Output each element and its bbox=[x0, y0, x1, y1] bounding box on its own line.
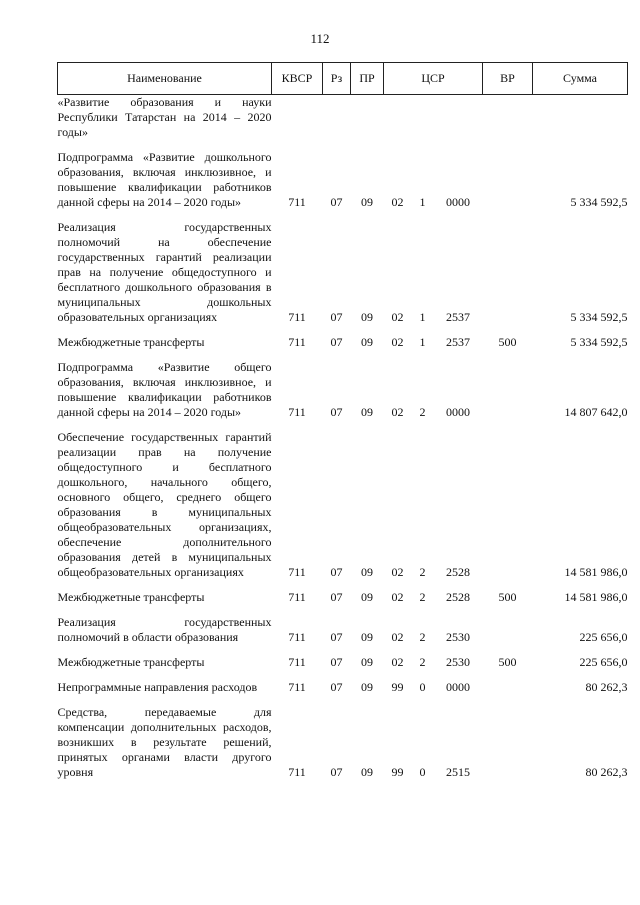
cell-kvsr: 711 bbox=[288, 765, 306, 779]
cell-kvsr: 711 bbox=[288, 405, 306, 419]
cell-csr1: 99 bbox=[391, 765, 404, 779]
cell-name: Межбюджетные трансферты bbox=[57, 655, 205, 669]
cell-vr bbox=[483, 145, 533, 215]
header-vr: ВР bbox=[483, 63, 533, 95]
cell-rz: 07 bbox=[330, 195, 343, 209]
table-row bbox=[58, 675, 628, 700]
budget-table bbox=[57, 62, 628, 780]
table-row bbox=[58, 215, 628, 330]
cell-name: Средства, передаваемые для компенсации дополнительных расходов, возникших в результате решений, принятых органами власти другого уровня bbox=[57, 705, 272, 779]
cell-name: Межбюджетные трансферты bbox=[57, 590, 205, 604]
cell-csr2: 1 bbox=[419, 310, 426, 324]
cell-vr: 500 bbox=[498, 655, 517, 669]
cell-csr2 bbox=[412, 95, 434, 146]
cell-sum: 225 656,0 bbox=[579, 630, 628, 644]
cell-rz: 07 bbox=[330, 590, 343, 604]
cell-csr2: 0 bbox=[419, 765, 426, 779]
cell-sum: 5 334 592,5 bbox=[570, 195, 628, 209]
cell-sum: 14 581 986,0 bbox=[564, 590, 628, 604]
header-csr: ЦСР bbox=[384, 63, 483, 95]
cell-vr bbox=[483, 355, 533, 425]
cell-csr2: 2 bbox=[419, 565, 426, 579]
cell-csr2: 0 bbox=[419, 680, 426, 694]
cell-sum bbox=[533, 95, 628, 146]
cell-pr: 09 bbox=[361, 680, 373, 694]
cell-pr: 09 bbox=[361, 590, 373, 604]
cell-name: «Развитие образования и науки Республики Татарстан на 2014 – 2020 годы» bbox=[57, 95, 272, 139]
cell-name: Межбюджетные трансферты bbox=[57, 335, 205, 349]
cell-kvsr: 711 bbox=[288, 680, 306, 694]
cell-pr: 09 bbox=[361, 565, 373, 579]
cell-name: Непрограммные направления расходов bbox=[57, 680, 258, 694]
cell-rz: 07 bbox=[330, 405, 343, 419]
cell-csr3: 2537 bbox=[446, 310, 470, 324]
cell-pr: 09 bbox=[361, 335, 373, 349]
cell-csr3: 2528 bbox=[446, 590, 470, 604]
cell-pr: 09 bbox=[361, 630, 373, 644]
cell-name: Подпрограмма «Развитие общего образования, включая инклюзивное, и повышение квалификации работников данной сферы на 2014 – 2020 годы» bbox=[57, 360, 272, 419]
cell-name: Реализация государственных полномочий на обеспечение государственных гарантий реализации прав на получение общедоступного и бесплатного дошкольного образования в муниципальных дошкольных образовательных организациях bbox=[57, 220, 272, 324]
cell-vr bbox=[483, 215, 533, 330]
cell-name: Обеспечение государственных гарантий реализации прав на получение общедоступного и бесплатного дошкольного, начального общего, основного общего, среднего общего образования в муниципальных общеобразовательных организациях, обеспечение дополнительного образования детей в муниципальных общеобразовательных организациях bbox=[57, 430, 272, 579]
cell-csr3: 2530 bbox=[446, 630, 470, 644]
cell-vr: 500 bbox=[498, 590, 517, 604]
cell-csr2: 2 bbox=[419, 655, 426, 669]
cell-sum: 80 262,3 bbox=[585, 680, 628, 694]
cell-csr3: 2528 bbox=[446, 565, 470, 579]
table-row bbox=[58, 330, 628, 355]
cell-rz: 07 bbox=[330, 565, 343, 579]
cell-csr3: 0000 bbox=[446, 195, 470, 209]
cell-rz: 07 bbox=[330, 310, 343, 324]
table-row bbox=[58, 650, 628, 675]
cell-csr1 bbox=[384, 95, 412, 146]
cell-csr1: 02 bbox=[391, 335, 404, 349]
cell-rz: 07 bbox=[330, 335, 343, 349]
cell-kvsr: 711 bbox=[288, 565, 306, 579]
cell-csr3: 0000 bbox=[446, 405, 470, 419]
cell-kvsr: 711 bbox=[288, 335, 306, 349]
table-row bbox=[58, 425, 628, 585]
cell-csr2: 2 bbox=[419, 590, 426, 604]
cell-rz: 07 bbox=[330, 655, 343, 669]
cell-csr1: 02 bbox=[391, 195, 404, 209]
cell-pr: 09 bbox=[361, 765, 373, 779]
cell-csr1: 02 bbox=[391, 590, 404, 604]
cell-kvsr: 711 bbox=[288, 310, 306, 324]
cell-csr3: 0000 bbox=[446, 680, 470, 694]
cell-csr2: 2 bbox=[419, 405, 426, 419]
table-row bbox=[58, 355, 628, 425]
cell-pr: 09 bbox=[361, 195, 373, 209]
cell-vr bbox=[483, 675, 533, 700]
header-pr: ПР bbox=[351, 63, 384, 95]
cell-kvsr: 711 bbox=[288, 630, 306, 644]
cell-rz: 07 bbox=[330, 765, 343, 779]
cell-csr3: 2515 bbox=[446, 765, 470, 779]
cell-vr bbox=[483, 425, 533, 585]
page-number: 112 bbox=[310, 31, 330, 46]
cell-sum: 14 581 986,0 bbox=[564, 565, 628, 579]
table-body bbox=[58, 95, 628, 781]
table-header bbox=[58, 63, 628, 95]
table-row bbox=[58, 145, 628, 215]
cell-csr2: 1 bbox=[419, 195, 426, 209]
header-kvsr: КВСР bbox=[272, 63, 323, 95]
cell-kvsr bbox=[272, 95, 323, 146]
cell-vr bbox=[483, 700, 533, 780]
cell-csr1: 02 bbox=[391, 565, 404, 579]
cell-rz: 07 bbox=[330, 680, 343, 694]
cell-sum: 5 334 592,5 bbox=[570, 310, 628, 324]
header-rz: Рз bbox=[323, 63, 351, 95]
cell-vr bbox=[483, 95, 533, 146]
table-row bbox=[58, 585, 628, 610]
cell-csr1: 02 bbox=[391, 405, 404, 419]
table-row bbox=[58, 95, 628, 146]
cell-csr1: 02 bbox=[391, 630, 404, 644]
cell-kvsr: 711 bbox=[288, 590, 306, 604]
cell-vr: 500 bbox=[498, 335, 517, 349]
table-row bbox=[58, 610, 628, 650]
cell-pr: 09 bbox=[361, 310, 373, 324]
cell-pr bbox=[351, 95, 384, 146]
cell-rz bbox=[323, 95, 351, 146]
cell-csr3 bbox=[434, 95, 483, 146]
cell-csr3: 2530 bbox=[446, 655, 470, 669]
cell-kvsr: 711 bbox=[288, 655, 306, 669]
header-sum: Сумма bbox=[533, 63, 628, 95]
cell-csr1: 99 bbox=[391, 680, 404, 694]
cell-vr bbox=[483, 610, 533, 650]
cell-pr: 09 bbox=[361, 655, 373, 669]
cell-csr1: 02 bbox=[391, 310, 404, 324]
cell-sum: 80 262,3 bbox=[585, 765, 628, 779]
cell-csr2: 1 bbox=[419, 335, 426, 349]
cell-csr3: 2537 bbox=[446, 335, 470, 349]
cell-sum: 14 807 642,0 bbox=[564, 405, 628, 419]
cell-name: Реализация государственных полномочий в области образования bbox=[57, 615, 272, 644]
cell-kvsr: 711 bbox=[288, 195, 306, 209]
cell-sum: 225 656,0 bbox=[579, 655, 628, 669]
cell-csr1: 02 bbox=[391, 655, 404, 669]
cell-sum: 5 334 592,5 bbox=[570, 335, 628, 349]
cell-csr2: 2 bbox=[419, 630, 426, 644]
cell-pr: 09 bbox=[361, 405, 373, 419]
cell-name: Подпрограмма «Развитие дошкольного образования, включая инклюзивное, и повышение квалификации работников данной сферы на 2014 – 2020 годы» bbox=[57, 150, 272, 209]
table-row bbox=[58, 700, 628, 780]
header-name: Наименование bbox=[58, 63, 272, 95]
cell-rz: 07 bbox=[330, 630, 343, 644]
